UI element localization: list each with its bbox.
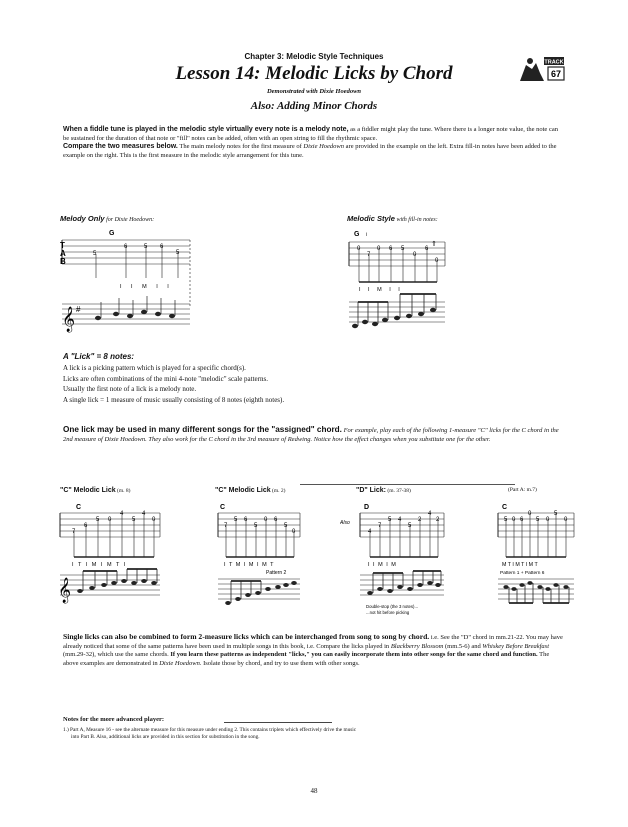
page-title: Lesson 14: Melodic Licks by Chord bbox=[175, 63, 453, 84]
svg-text:6: 6 bbox=[160, 244, 164, 250]
lick-label-2: "C" Melodic Lick (m. 2) bbox=[215, 487, 286, 494]
lick-line: Usually the first note of a lick is a melody note. bbox=[63, 385, 197, 393]
notes-underline bbox=[224, 722, 332, 723]
lick-note: Pattern 2 bbox=[266, 570, 287, 576]
svg-text:0: 0 bbox=[152, 517, 156, 523]
compare-text-b: are provided in the example on the left. Extra fill-in notes have been added to the example on the right. This is the first measure in the melodic style arrangement for this tune. bbox=[63, 143, 557, 159]
lick-tab-4 bbox=[492, 497, 580, 609]
compare-text-a: The main melody notes for the first measure of bbox=[177, 143, 304, 151]
intro-bold: When a fiddle tune is played in the melodic style virtually every note is a melody note, bbox=[63, 126, 349, 133]
lick-many-paragraph bbox=[63, 426, 563, 445]
svg-text:6: 6 bbox=[124, 244, 128, 250]
lick-fingers: I T I M I M T I bbox=[72, 562, 127, 568]
svg-text:0: 0 bbox=[377, 246, 381, 252]
svg-text:6: 6 bbox=[389, 246, 393, 252]
lick-side-note: Also bbox=[340, 520, 350, 526]
lick-tab-3 bbox=[340, 497, 452, 619]
svg-text:6: 6 bbox=[84, 523, 88, 529]
svg-text:4: 4 bbox=[142, 511, 146, 517]
svg-text:4: 4 bbox=[428, 511, 432, 517]
combine-paragraph: Single licks can also be combined to form 2-measure licks which can be interchanged from song to song by chord. i.e. See the "D" chord in mm.21-22. You may have already noticed that some of the same patterns have been used in multiple songs in this book, i.e. Compare the licks played in Blackberry Blossom (mm.5-6) and Whiskey Before Breakfast (mm.29-32), which use the same chords. If you learn these patterns as independent "licks," you can easily incorporate them into other songs for the same chord and function. The above examples are demonstrated in Dixie Hoedown. Isolate those by chord, and try to use them with other songs. bbox=[63, 632, 563, 667]
svg-text:0: 0 bbox=[357, 246, 361, 252]
divider-line bbox=[300, 484, 515, 485]
melodic-style-label: Melodic Style with fill-in notes: bbox=[347, 214, 438, 223]
lick-chord: D bbox=[364, 504, 370, 511]
lick-fingers: M T I M T I M T bbox=[502, 562, 538, 568]
intro-paragraph bbox=[63, 126, 563, 160]
intro-text: as a fiddler might play the tune. Where there is a longer note value, the note can be sustained for the duration of that note or "fill" notes can be added, often with an open string to fill the rhythmic space. bbox=[63, 126, 558, 142]
lick-note: Pattern 1 + Pattern 6 bbox=[500, 571, 545, 576]
svg-text:0: 0 bbox=[292, 529, 296, 535]
track-number: 67 bbox=[550, 69, 562, 79]
treble-clef-icon: 𝄞 bbox=[58, 577, 72, 602]
svg-text:6: 6 bbox=[244, 517, 248, 523]
lick-label-4: (Part A: m.7) bbox=[508, 487, 537, 493]
lick-line: A single lick = 1 measure of music usually consisting of 8 notes (eighth notes). bbox=[63, 395, 285, 404]
notes-heading: Notes for the more advanced player: bbox=[63, 716, 165, 723]
chord-symbol-right: G bbox=[354, 231, 360, 238]
svg-text:7: 7 bbox=[367, 252, 371, 258]
svg-text:0: 0 bbox=[528, 511, 532, 517]
melodic-style-sub: with fill-in notes: bbox=[394, 217, 438, 223]
notes-line: 1.) Part A, Measure 16 - see the alternate measure for this measure under ending 2. This contains triplets which effectively drive the music bbox=[63, 727, 357, 733]
svg-text:T: T bbox=[60, 241, 65, 250]
svg-text:0: 0 bbox=[264, 517, 268, 523]
lick-tab-2 bbox=[214, 497, 304, 615]
demo-note: Demonstrated with Dixie Hoedown bbox=[266, 88, 362, 95]
track-tag: TRACK bbox=[544, 59, 564, 66]
svg-text:0: 0 bbox=[108, 517, 112, 523]
svg-text:4: 4 bbox=[120, 511, 124, 517]
svg-text:5: 5 bbox=[132, 517, 136, 523]
melodic-style-tab bbox=[345, 226, 455, 338]
svg-text:4: 4 bbox=[368, 529, 372, 535]
notes-text bbox=[63, 727, 563, 741]
lick-note: Double-stop (the 3 notes)... bbox=[366, 604, 419, 609]
melody-only-label: Melody Only for Dixie Hoedown: bbox=[60, 214, 155, 223]
lick-fingers: I T M I M I M T bbox=[224, 562, 275, 568]
svg-text:5: 5 bbox=[96, 517, 100, 523]
lick-many-text: For example, play each of the following 1-measure "C" licks for the C chord in the 2nd measure of Dixie Hoedown. They also work for the C chord in the 3rd measure of Redwing. Notice how the effect changes when you substitute one for the other. bbox=[63, 427, 559, 443]
svg-text:6: 6 bbox=[520, 517, 524, 523]
lick-chord: C bbox=[502, 504, 508, 511]
finger-labels-right: I I M I I bbox=[359, 287, 403, 293]
svg-text:0: 0 bbox=[413, 252, 417, 258]
lick-chord: C bbox=[220, 504, 226, 511]
compare-bold: Compare the two measures below. bbox=[63, 143, 178, 151]
svg-text:7: 7 bbox=[224, 523, 228, 529]
svg-text:5: 5 bbox=[234, 517, 238, 523]
svg-text:5: 5 bbox=[144, 244, 148, 250]
track-logo bbox=[518, 55, 568, 85]
lick-label-1: "C" Melodic Lick (m. 8) bbox=[60, 487, 131, 494]
svg-text:#: # bbox=[76, 305, 81, 314]
svg-text:6: 6 bbox=[274, 517, 278, 523]
cd-track-icon bbox=[518, 55, 568, 85]
svg-text:0: 0 bbox=[546, 517, 550, 523]
svg-text:5: 5 bbox=[401, 246, 405, 252]
svg-text:B: B bbox=[60, 257, 66, 266]
lick-heading: A "Lick" = 8 notes: bbox=[63, 352, 135, 361]
svg-text:5: 5 bbox=[408, 523, 412, 529]
notes-line: into Part B. Also, additional licks are provided in this section for substitution in the song. bbox=[71, 734, 260, 740]
compare-song: Dixie Hoedown bbox=[303, 143, 345, 151]
chapter-title: Chapter 3: Melodic Style Techniques bbox=[244, 52, 384, 61]
chord-symbol: G bbox=[109, 230, 115, 237]
lick-line: Licks are often combinations of the mini 4-note "melodic" scale patterns. bbox=[63, 374, 268, 383]
svg-text:2: 2 bbox=[436, 517, 440, 523]
chord-extension: i bbox=[366, 232, 368, 238]
svg-text:5: 5 bbox=[93, 251, 97, 257]
svg-text:6: 6 bbox=[425, 246, 429, 252]
lick-label-3: "D" Lick: (m. 37-38) bbox=[356, 487, 411, 494]
svg-text:7: 7 bbox=[378, 523, 382, 529]
svg-text:4: 4 bbox=[398, 517, 402, 523]
svg-text:5: 5 bbox=[536, 517, 540, 523]
svg-text:0: 0 bbox=[512, 517, 516, 523]
svg-text:A: A bbox=[60, 249, 66, 258]
lick-many-heading: One lick may be used in many different songs for the "assigned" chord. bbox=[63, 425, 342, 434]
lick-chord: C bbox=[76, 504, 82, 511]
page-subtitle: Also: Adding Minor Chords bbox=[250, 100, 378, 112]
treble-clef-icon: 𝄞 bbox=[62, 306, 76, 331]
svg-text:5: 5 bbox=[388, 517, 392, 523]
finger-labels: I I M I I bbox=[120, 284, 173, 290]
svg-text:0: 0 bbox=[564, 517, 568, 523]
melody-only-tab bbox=[58, 226, 198, 338]
lick-tab-1 bbox=[56, 497, 164, 609]
svg-text:7: 7 bbox=[72, 529, 76, 535]
lick-fingers: I I M I M bbox=[368, 562, 397, 568]
svg-text:5: 5 bbox=[254, 523, 258, 529]
arpeggio-icon: ⇑ bbox=[431, 241, 437, 248]
lick-definition bbox=[63, 363, 284, 405]
svg-text:0: 0 bbox=[435, 258, 439, 264]
svg-text:5: 5 bbox=[284, 523, 288, 529]
lick-note-2: ...not hit before picking bbox=[366, 610, 410, 615]
svg-text:5: 5 bbox=[554, 511, 558, 517]
svg-text:2: 2 bbox=[418, 517, 422, 523]
melody-only-sub: for Dixie Hoedown: bbox=[104, 217, 155, 223]
svg-text:5: 5 bbox=[176, 250, 180, 256]
combine-bold: Single licks can also be combined to form 2-measure licks which can be interchanged from song to song by chord. bbox=[63, 632, 430, 641]
svg-text:5: 5 bbox=[504, 517, 508, 523]
lick-line: A lick is a picking pattern which is played for a specific chord(s). bbox=[63, 364, 246, 372]
page-number: 48 bbox=[310, 787, 318, 795]
